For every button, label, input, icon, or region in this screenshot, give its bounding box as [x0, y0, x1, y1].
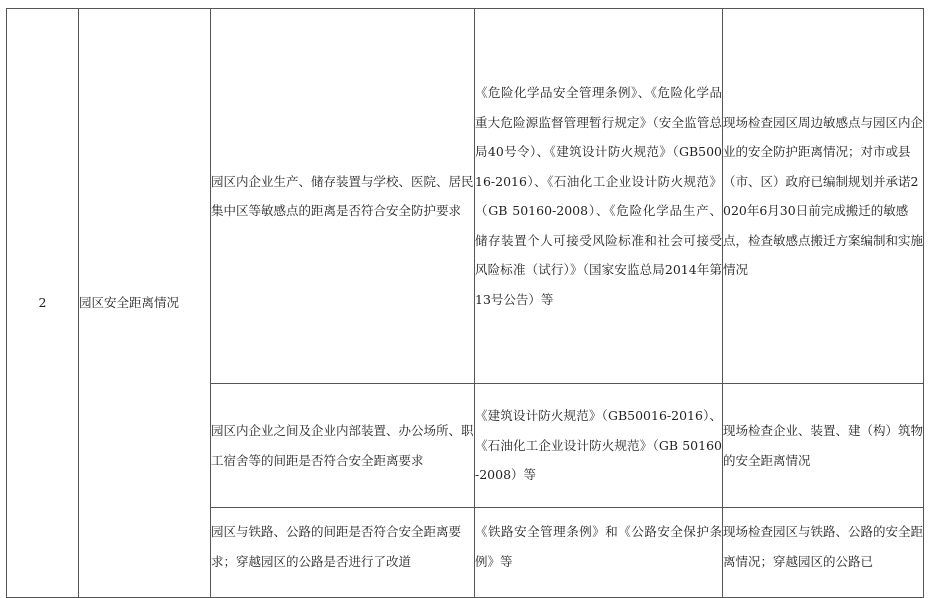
inspection-item: 园区与铁路、公路的间距是否符合安全距离要求；穿越园区的公路是否进行了改道	[211, 524, 462, 569]
inspection-item: 园区内企业之间及企业内部装置、办公场所、职工宿舍等的间距是否符合安全距离要求	[211, 423, 474, 468]
method-cell	[723, 9, 924, 384]
basis-text: 《危险化学品安全管理条例》、《危险化学品重大危险源监督管理暂行规定》（安全监管总局40号令）、《建筑设计防火规范》（GB50016-2016）、《石油化工企业设计防火规范》（GB 50160-2008）、《危险化学品生产、储存装置个人可接受风险标准和社会可接受风险标准（试行）》（国家安监总局2014年第13号公告）等	[475, 85, 722, 307]
category-cell	[79, 9, 211, 598]
method-text: 现场检查园区周边敏感点与园区内企业的安全防护距离情况；对市或县（市、区）政府已编制规划并承诺2020年6月30日前完成搬迁的敏感点，检查敏感点搬迁方案编制和实施情况	[723, 114, 924, 277]
inspection-item: 园区内企业生产、储存装置与学校、医院、居民集中区等敏感点的距离是否符合安全防护要求	[211, 173, 474, 218]
method-cell	[723, 508, 924, 598]
basis-cell	[475, 508, 723, 598]
basis-cell	[475, 9, 723, 384]
category-label: 园区安全距离情况	[79, 295, 180, 311]
row-number: 2	[38, 295, 47, 311]
row-number-cell	[7, 9, 79, 598]
basis-text: 《建筑设计防火规范》（GB50016-2016）、《石油化工企业设计防火规范》（GB 50160-2008）等	[475, 408, 722, 483]
inspection-item-cell	[211, 508, 475, 598]
basis-cell	[475, 384, 723, 508]
inspection-item-cell	[211, 384, 475, 508]
inspection-table	[6, 8, 924, 598]
method-cell	[723, 384, 924, 508]
table-row	[7, 9, 924, 384]
inspection-item-cell	[211, 9, 475, 384]
basis-text: 《铁路安全管理条例》和《公路安全保护条例》等	[475, 524, 722, 569]
method-text: 现场检查企业、装置、建（构）筑物的安全距离情况	[723, 423, 924, 468]
method-text: 现场检查园区与铁路、公路的安全距离情况；穿越园区的公路已	[723, 524, 924, 569]
